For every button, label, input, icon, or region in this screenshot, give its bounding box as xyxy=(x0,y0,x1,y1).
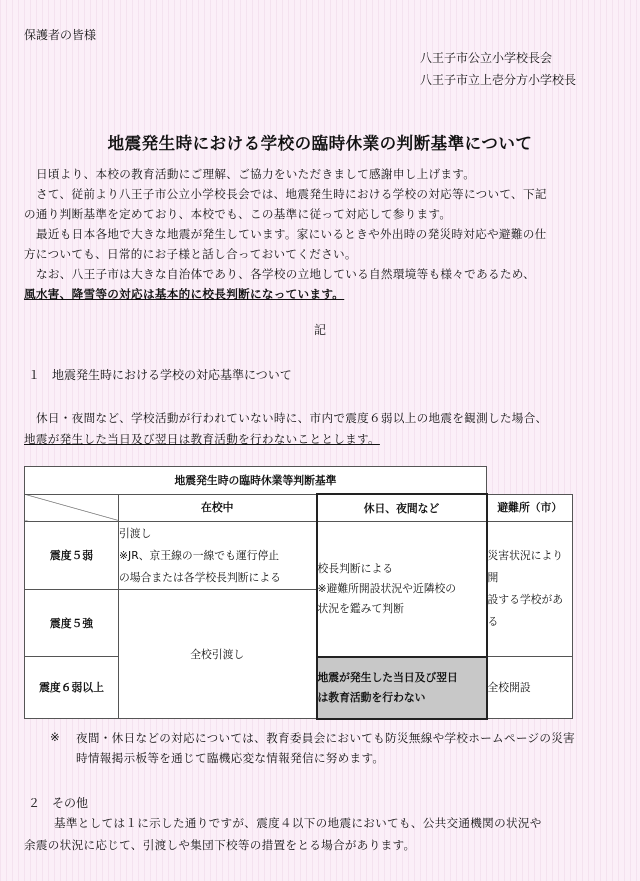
cell-text: 地震が発生した当日及び翌日 xyxy=(317,670,458,684)
cell-text: 校長判断による xyxy=(317,561,394,575)
cell-school-all-handover: 全校引渡し xyxy=(119,590,317,719)
paragraph-note-emphasis: 風水害、降雪等の対応は基本的に校長判断になっています。 xyxy=(24,287,345,301)
row-header-5-weak: 震度５弱 xyxy=(25,522,119,590)
cell-school-5-weak xyxy=(119,522,317,590)
paragraph-criteria-2: の通り判断基準を定めており、本校でも、この基準に従って対応して参ります。 xyxy=(24,207,452,221)
cell-text: 設する学校がある xyxy=(487,593,564,628)
paragraph-criteria-1: さて、従前より八王子市公立小学校長会では、地震発生時における学校の対応等について、下記 xyxy=(36,187,547,201)
sender-principal: 八王子市立上壱分方小学校長 xyxy=(420,73,577,87)
header-holiday-night: 休日、夜間など xyxy=(317,494,487,522)
cell-text: 引渡し xyxy=(119,526,152,540)
cell-text: ※JR、京王線の一線でも運行停止 xyxy=(119,548,280,562)
section1-line1: 休日・夜間など、学校活動が行われていない時に、市内で震度６弱以上の地震を観測した場合、 xyxy=(36,411,548,425)
cell-text: 状況を鑑みて判断 xyxy=(317,601,404,615)
table-corner-empty xyxy=(487,467,573,495)
note-line1: 夜間・休日などの対応については、教育委員会においても防災無線や学校ホームページの災害 xyxy=(76,731,576,745)
cell-shelter-upper xyxy=(487,522,573,657)
section1-line2: 地震が発生した当日及び翌日は教育活動を行わないこととします。 xyxy=(24,432,380,446)
row-header-6-weak-plus: 震度６弱以上 xyxy=(25,657,119,719)
criteria-table xyxy=(24,466,573,720)
header-shelter: 避難所（市） xyxy=(487,494,573,522)
addressee: 保護者の皆様 xyxy=(24,28,97,42)
cell-holiday-6-weak xyxy=(317,657,487,719)
paragraph-earthquake-1: 最近も日本各地で大きな地震が発生しています。家にいるときや外出時の発災時対応や避難の仕 xyxy=(36,227,547,241)
sender-association: 八王子市公立小学校長会 xyxy=(420,51,553,65)
cell-text: は教育活動を行わない xyxy=(317,690,426,704)
cell-text: ※避難所開設状況や近隣校の xyxy=(317,581,457,595)
cell-holiday-upper xyxy=(317,522,487,657)
ki-mark: 記 xyxy=(313,323,326,337)
table-diagonal-header xyxy=(25,494,119,522)
paragraph-earthquake-2: 方についても、日常的にお子様と話し合っておいてください。 xyxy=(24,247,357,261)
section2-line2: 余震の状況に応じて、引渡しや集団下校等の措置をとる場合があります。 xyxy=(24,838,416,852)
cell-text: 災害状況により開 xyxy=(487,549,564,584)
section2-line1: 基準としては１に示した通りですが、震度４以下の地震においても、公共交通機関の状況や xyxy=(54,816,542,830)
header-in-school: 在校中 xyxy=(119,494,317,522)
section2-heading: ２ その他 xyxy=(28,796,89,810)
section1-heading: １ 地震発生時における学校の対応基準について xyxy=(28,368,292,382)
cell-text: の場合または各学校長判断による xyxy=(119,570,281,584)
table-caption: 地震発生時の臨時休業等判断基準 xyxy=(25,467,487,495)
note-mark: ※ xyxy=(50,730,61,744)
document-title: 地震発生時における学校の臨時休業の判断基準について xyxy=(107,134,533,153)
note-line2: 時情報掲示板等を通じて臨機応変な情報発信に努めます。 xyxy=(76,751,385,765)
paragraph-note-1: なお、八王子市は大きな自治体であり、各学校の立地している自然環境等も様々であるため、 xyxy=(36,267,536,281)
paragraph-greeting: 日頃より、本校の教育活動にご理解、ご協力をいただきまして感謝申し上げます。 xyxy=(36,167,476,181)
row-header-5-strong: 震度５強 xyxy=(25,590,119,657)
cell-shelter-6-weak: 全校開設 xyxy=(487,657,573,719)
